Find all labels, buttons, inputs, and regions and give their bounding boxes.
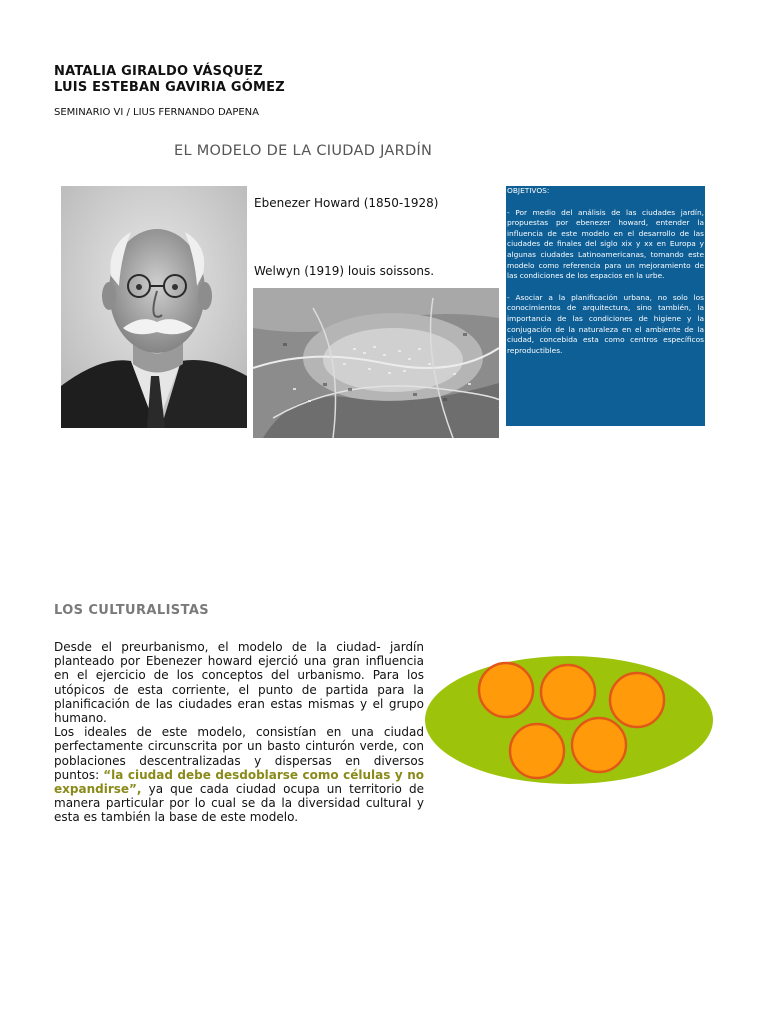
- seminar-line: SEMINARIO VI / LIUS FERNANDO DAPENA: [54, 107, 259, 118]
- author-name-1: NATALIA GIRALDO VÁSQUEZ: [54, 64, 263, 79]
- document-title: EL MODELO DE LA CIUDAD JARDÍN: [174, 143, 433, 159]
- authors-block: [54, 64, 285, 96]
- body-paragraph-1: Desde el preurbanismo, el modelo de la ciudad- jardín planteado por Ebenezer howard ejerció una gran influencia en el ejercicio de los conceptos del urbanismo. Para los utópicos de esta corriente, el punto de partida para la planificación de las ciudades eran estas mismas y el grupo humano.: [54, 640, 424, 726]
- howard-portrait-image: [61, 186, 247, 428]
- city-cell-1: [479, 663, 533, 717]
- city-cell-3: [610, 673, 664, 727]
- objective-item-1: - Por medio del análisis de las ciudades jardín, propuestas por ebenezer howard, entender la influencia de este modelo en el desarrollo de las ciudades de finales del siglo xix y xx en Europa y algunas ciudades Latinoamericanas, tomando este modelo como referencia para un mejoramiento de las condiciones de los espacios en la urbe.: [507, 207, 704, 281]
- city-cell-5: [572, 718, 626, 772]
- section-heading: LOS CULTURALISTAS: [54, 603, 210, 618]
- objectives-heading: OBJETIVOS:: [507, 186, 550, 195]
- objective-item-2: - Asociar a la planificación urbana, no solo los conocimientos de arquitectura, sino también, la importancia de las condiciones de higiene y la conjugación de la naturaleza en el ambiente de la ciudad, concebida esta como centros específicos reproductibles.: [507, 292, 704, 355]
- section-body: [54, 640, 424, 825]
- howard-quote: “la ciudad debe desdoblarse como células y no expandirse”,: [54, 767, 424, 797]
- howard-caption: Ebenezer Howard (1850-1928): [254, 196, 439, 210]
- city-cell-4: [510, 724, 564, 778]
- city-cell-2: [541, 665, 595, 719]
- body-paragraph-2: [54, 725, 424, 824]
- objectives-box: [506, 186, 705, 426]
- welwyn-caption: Welwyn (1919) louis soissons.: [254, 264, 435, 278]
- welwyn-aerial-image: [253, 288, 499, 438]
- paragraph-2-conclusion: ya que cada ciudad ocupa un territorio de manera particular por lo cual se da la diversidad cultural y esta es también la base de este modelo.: [54, 782, 424, 825]
- author-name-2: LUIS ESTEBAN GAVIRIA GÓMEZ: [54, 80, 285, 95]
- paragraph-2-intro: Los ideales de este modelo, consistían en una ciudad perfectamente circunscrita por un basto cinturón verde, con poblaciones descentralizadas y dispersas en diversos puntos:: [54, 725, 424, 782]
- garden-city-diagram: [424, 655, 714, 785]
